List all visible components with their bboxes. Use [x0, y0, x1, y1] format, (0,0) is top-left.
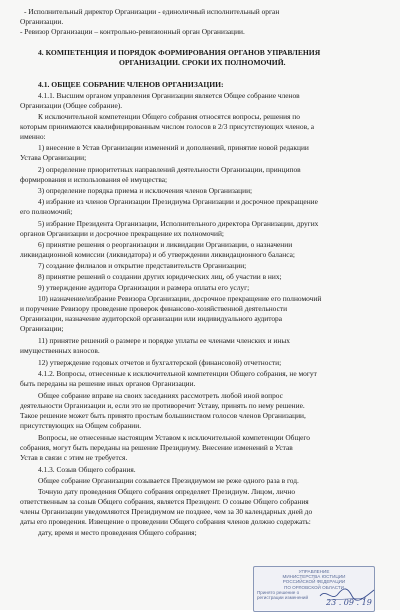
document-page: - Исполнительный директор Организации - единоличный исполнительный орган Организации. - Ревизор Организации – контрольно-ревизионный орган Организации. 4. КОМПЕТЕНЦИЯ И ПОРЯДОК ФОРМИРОВАНИЯ ОРГАНОВ УПРАВЛЕНИЯ ОРГАНИЗАЦИИ. СРОКИ ИХ ПОЛНОМОЧИЙ. 4.1. ОБЩЕЕ СОБРАНИЕ ЧЛЕНОВ ОРГАНИЗАЦИИ: 4.1.1. Высшим органом управления Организации является Общее собрание членов Организации (Общее собрание). К исключительной компетенции Общего собрания относятся вопросы, решения по которым принимаются квалифицированным числом голосов в 2/3 присутствующих членов, а именно: 1) внесение в Устав Организации изменений и дополнений, принятие новой редакции Устава Организации; 2) определение приоритетных направлений деятельности Организации, принципов формирования и использования её имущества; 3) определение порядка приема и исключения членов Организации; 4) избрание из членов Организации Президиума Организации и досрочное прекращение его полномочий; 5) избрание Президента Организации, Исполнительного директора Организации, других органов Организации и досрочное прекращение их полномочий; 6) принятие решения о реорганизации и ликвидации Организации, о назначении ликвидационной комиссии (ликвидатора) и об утверждении ликвидационного баланса; 7) создание филиалов и открытие представительств Организации; 8) принятие решений о создании других юридических лиц, об участии в них; 9) утверждение аудитора Организации и размера оплаты его услуг; 10) назначение/избрание Ревизора Организации, досрочное прекращение его полномочий и поручение Ревизору проведение проверок финансово-хозяйственной деятельности Организации, назначение аудиторской организации или индивидуального аудитора Организации; 11) принятие решений о размере и порядке уплаты ее членами членских и иных имущественных взносов. 12) утверждение годовых отчетов и бухгалтерской (финансовой) отчетности; 4.1.2. Вопросы, отнесенные к исключительной компетенции Общего собрания, не могут быть переданы на решение иных органов Организации. Общее собрание вправе на своих заседаниях рассмотреть любой иной вопрос деятельности Организации и, если это не противоречит Уставу, принять по нему решение. Такое решение может быть принято простым большинством голосов членов Организации, присутствующих на Общем собрании. Вопросы, не отнесенные настоящим Уставом к исключительной компетенции Общего собрания, могут быть переданы на решение Президиуму. Внесение изменений в Устав Устав в связи с этим не требуется. 4.1.3. Созыв Общего собрания. Общее собрание Организации созывается Президиумом не реже одного раза в год. Точную дату проведения Общего собрания определяет Президиум. Лицом, лично ответственным за созыв Общего собрания, является Президент. О созыве Общего собрания члены Организации уведомляются Президиумом не позднее, чем за 30 календарных дней до даты его проведения. Извещение о проведении Общего собрания членов должно содержать: дату, время и место проведения Общего собрания; УПРАВЛЕНИЕ МИНИСТЕРСТВА ЮСТИЦИИ РОССИЙСКОЙ ФЕДЕРАЦИИ ПО ОРЛОВСКОЙ ОБЛАСТИ Принято решение о регистрации изменений 23 . 09 . 19	[0, 0, 400, 610]
stamp-line: МИНИСТЕРСТВА ЮСТИЦИИ	[282, 574, 346, 580]
stamp-line: УПРАВЛЕНИЕ	[298, 569, 330, 574]
stamp-line: Принято решение о	[257, 589, 300, 595]
stamp-line: ПО ОРЛОВСКОЙ ОБЛАСТИ	[284, 584, 344, 590]
handwritten-date: 23 . 09 . 19	[326, 598, 372, 607]
stamp-line: регистрации изменений	[257, 595, 309, 601]
stamp-line: РОССИЙСКОЙ ФЕДЕРАЦИИ	[282, 579, 346, 585]
